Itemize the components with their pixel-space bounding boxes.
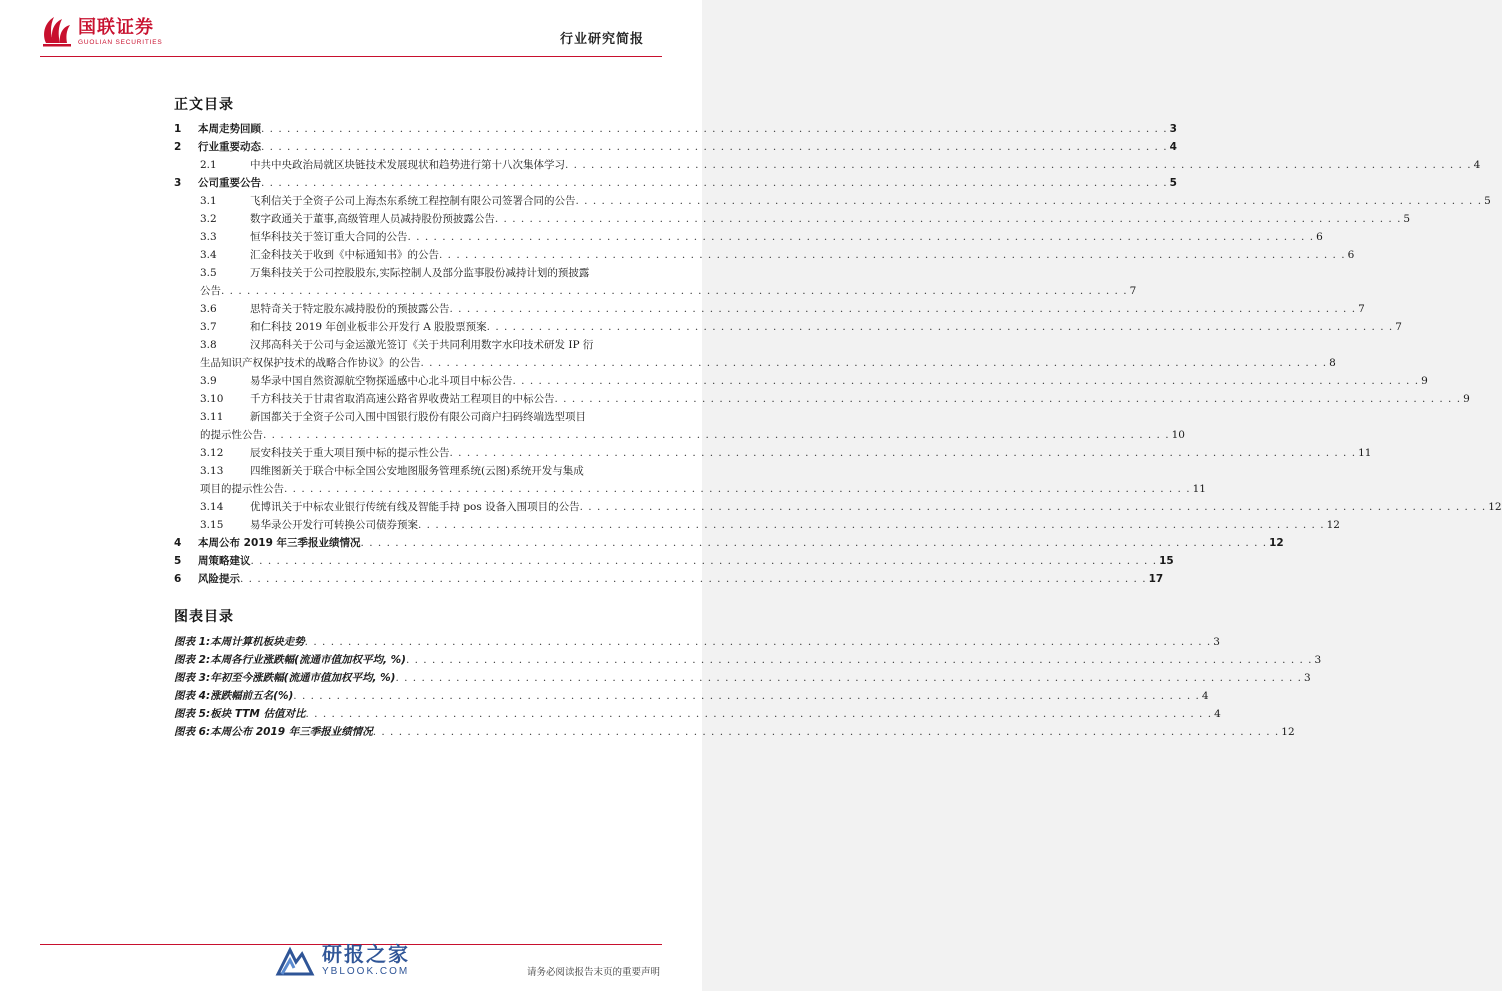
toc-entry-number: 3.3 [200,231,217,243]
figure-entry[interactable] [174,687,1209,705]
toc-entry-page: 8 [1329,357,1336,369]
leader-dots: . . . . . . . . . . . . . . . . . . . . . . . . . . . . . . . . . . . . . . . . . . . . . . . . . . . . . . . . . . . . . . . . . . . . . . . . . . . . . . . . . . . . . . . . . . . . . . . . . . . . . . . . . [221,285,1128,297]
toc-entry-page: 12 [1281,726,1295,738]
toc-entry[interactable] [174,516,1340,534]
watermark [272,940,410,980]
logo-name-cn: 国联证券 [78,16,154,38]
figure-entry[interactable] [174,669,1311,687]
toc-entry-text: 辰安科技关于重大项目预中标的提示性公告 [250,447,450,459]
toc-entry-text: 周策略建议 [198,555,251,567]
toc-entry-number: 3.1 [200,195,217,207]
leader-dots: . . . . . . . . . . . . . . . . . . . . . . . . . . . . . . . . . . . . . . . . . . . . . . . . . . . . . . . . . . . . . . . . . . . . . . . . . . . . . . . . . . . . . . . . . . . . . . . . . . . . . . . . . [512,375,1420,387]
toc-entry-number: 3.4 [200,249,217,261]
toc-entry-number: 2.1 [200,159,217,171]
footer-disclaimer: 请务必阅读报告末页的重要声明 [526,967,660,978]
toc-entry-text: 易华录公开发行可转换公司债券预案 [250,519,418,531]
toc-entry-page: 9 [1463,393,1470,405]
toc-entry-text: 本周走势回顾 [198,123,261,135]
leader-dots: . . . . . . . . . . . . . . . . . . . . . . . . . . . . . . . . . . . . . . . . . . . . . . . . . . . . . . . . . . . . . . . . . . . . . . . . . . . . . . . . . . . . . . . . . . . . . . . . . . . . . . . . . [372,726,1280,738]
leader-dots: . . . . . . . . . . . . . . . . . . . . . . . . . . . . . . . . . . . . . . . . . . . . . . . . . . . . . . . . . . . . . . . . . . . . . . . . . . . . . . . . . . . . . . . . . . . . . . . . . . . . . . . . . [439,249,1346,261]
toc-entry-number: 3.10 [200,393,224,405]
leader-dots: . . . . . . . . . . . . . . . . . . . . . . . . . . . . . . . . . . . . . . . . . . . . . . . . . . . . . . . . . . . . . . . . . . . . . . . . . . . . . . . . . . . . . . . . . . . . . . . . . . . . . . . . . [554,393,1462,405]
toc-entry-text: 本周公布 2019 年三季报业绩情况 [198,537,361,549]
toc-entry-page: 4 [1169,141,1177,153]
toc-entry-page: 5 [1484,195,1491,207]
toc-entry-text: 新国都关于全资子公司入围中国银行股份有限公司商户扫码终端选型项目 [250,411,586,423]
toc-entry-number: 3.6 [200,303,217,315]
toc-entry[interactable] [174,462,654,480]
leader-dots: . . . . . . . . . . . . . . . . . . . . . . . . . . . . . . . . . . . . . . . . . . . . . . . . . . . . . . . . . . . . . . . . . . . . . . . . . . . . . . . . . . . . . . . . . . . . . . . . . . . . . . . . . [395,672,1303,684]
toc-entry-text: 中共中央政治局就区块链技术发展现状和趋势进行第十八次集体学习 [250,159,565,171]
toc-entry[interactable] [174,120,1177,138]
toc-entry-page: 3 [1213,636,1220,648]
figures-list [174,633,1322,741]
toc-entry[interactable] [174,300,1365,318]
toc-entry-text: 公司重要公告 [198,177,261,189]
watermark-text-cn: 研报之家 [322,942,410,966]
toc-entry[interactable] [174,390,1470,408]
toc-entry-text: 风险提示 [198,573,240,585]
toc-entry[interactable] [174,426,1185,444]
toc-entry[interactable] [174,264,654,282]
logo-name-en: GUOLIAN SECURITIES [78,38,163,46]
toc-entry-text: 生品知识产权保护技术的战略合作协议》的公告 [200,357,421,369]
toc-entry-number: 4 [174,537,182,549]
toc-entry-page: 12 [1326,519,1340,531]
toc-entry-text: 项目的提示性公告 [200,483,284,495]
toc-entry-number: 3.15 [200,519,224,531]
toc-entry-number: 3.11 [200,411,224,423]
figure-entry[interactable] [174,651,1322,669]
toc-entry-number: 3.8 [200,339,217,351]
toc-entry-text: 公告 [200,285,221,297]
toc-entry-text: 和仁科技 2019 年创业板非公开发行 A 股股票预案 [250,321,487,333]
toc-entry-page: 4 [1214,708,1221,720]
toc-entry-text: 四维图新关于联合中标全国公安地图服务管理系统(云图)系统开发与集成 [250,465,584,477]
toc-entry-text: 千方科技关于甘肃省取消高速公路省界收费站工程项目的中标公告 [250,393,555,405]
figure-entry[interactable] [174,705,1221,723]
toc-list [174,120,1502,588]
toc-entry-number: 3.13 [200,465,224,477]
toc-entry-page: 12 [1269,537,1284,549]
toc-entry-text: 数字政通关于董事,高级管理人员减持股份预披露公告 [250,213,495,225]
toc-entry-text: 恒华科技关于签订重大合同的公告 [250,231,408,243]
leader-dots: . . . . . . . . . . . . . . . . . . . . . . . . . . . . . . . . . . . . . . . . . . . . . . . . . . . . . . . . . . . . . . . . . . . . . . . . . . . . . . . . . . . . . . . . . . . . . . . . . . . . . . . . . [407,231,1315,243]
toc-entry-page: 7 [1395,321,1402,333]
toc-entry[interactable] [174,552,1174,570]
header-divider [40,56,662,57]
toc-entry-text: 思特奇关于特定股东减持股份的预披露公告 [250,303,450,315]
toc-entry[interactable] [174,444,1372,462]
toc-entry-page: 6 [1347,249,1355,261]
leader-dots: . . . . . . . . . . . . . . . . . . . . . . . . . . . . . . . . . . . . . . . . . . . . . . . . . . . . . . . . . . . . . . . . . . . . . . . . . . . . . . . . . . . . . . . . . . . . . . . . . . . . . . . . . [405,654,1313,666]
toc-entry[interactable] [174,318,1402,336]
toc-entry-text: 汇金科技关于收到《中标通知书》的公告 [250,249,439,261]
toc-entry[interactable] [174,408,654,426]
leader-dots: . . . . . . . . . . . . . . . . . . . . . . . . . . . . . . . . . . . . . . . . . . . . . . . . . . . . . . . . . . . . . . . . . . . . . . . . . . . . . . . . . . . . . . . . . . . . . . . . . . . . . . . . . [305,708,1213,720]
toc-entry[interactable] [174,174,1177,192]
toc-entry-page: 17 [1148,573,1164,585]
toc-entry[interactable] [174,498,1502,516]
toc-entry[interactable] [174,372,1428,390]
toc-entry[interactable] [174,138,1177,156]
toc-entry-number: 3.7 [200,321,217,333]
toc-entry-text: 图表 6:本周公布 2019 年三季报业绩情况 [174,726,373,738]
leader-dots: . . . . . . . . . . . . . . . . . . . . . . . . . . . . . . . . . . . . . . . . . . . . . . . . . . . . . . . . . . . . . . . . . . . . . . . . . . . . . . . . . . . . . . . . . . . . . . . . . . . . . . . . . [449,447,1357,459]
leader-dots: . . . . . . . . . . . . . . . . . . . . . . . . . . . . . . . . . . . . . . . . . . . . . . . . . . . . . . . . . . . . . . . . . . . . . . . . . . . . . . . . . . . . . . . . . . . . . . . . . . . . . . . . . [449,303,1357,315]
toc-entry-page: 9 [1421,375,1428,387]
figure-entry[interactable] [174,723,1295,741]
toc-entry-text: 飞利信关于全资子公司上海杰东系统工程控制有限公司签署合同的公告 [250,195,576,207]
toc-entry-number: 3.2 [200,213,217,225]
toc-entry-number: 3.14 [200,501,224,513]
leader-dots: . . . . . . . . . . . . . . . . . . . . . . . . . . . . . . . . . . . . . . . . . . . . . . . . . . . . . . . . . . . . . . . . . . . . . . . . . . . . . . . . . . . . . . . . . . . . . . . . . . . . . . . . . [418,519,1325,531]
toc-entry-page: 15 [1159,555,1174,567]
toc-entry-page: 7 [1358,303,1365,315]
toc-entry-number: 6 [174,573,182,585]
figure-entry[interactable] [174,633,1220,651]
toc-entry[interactable] [174,336,654,354]
toc-entry[interactable] [174,354,1336,372]
toc-entry[interactable] [174,534,1284,552]
toc-entry[interactable] [174,228,1323,246]
toc-entry-page: 5 [1403,213,1411,225]
toc-entry-page: 5 [1169,177,1177,189]
toc-entry[interactable] [174,156,1481,174]
leader-dots: . . . . . . . . . . . . . . . . . . . . . . . . . . . . . . . . . . . . . . . . . . . . . . . . . . . . . . . . . . . . . . . . . . . . . . . . . . . . . . . . . . . . . . . . . . . . . . . . . . . . . . . . . [575,195,1483,207]
leader-dots: . . . . . . . . . . . . . . . . . . . . . . . . . . . . . . . . . . . . . . . . . . . . . . . . . . . . . . . . . . . . . . . . . . . . . . . . . . . . . . . . . . . . . . . . . . . . . . . . . . . . . . . . . [261,177,1168,189]
leader-dots: . . . . . . . . . . . . . . . . . . . . . . . . . . . . . . . . . . . . . . . . . . . . . . . . . . . . . . . . . . . . . . . . . . . . . . . . . . . . . . . . . . . . . . . . . . . . . . . . . . . . . . . . . [261,123,1168,135]
toc-entry-page: 6 [1316,231,1323,243]
toc-entry[interactable] [174,210,1411,228]
leader-dots: . . . . . . . . . . . . . . . . . . . . . . . . . . . . . . . . . . . . . . . . . . . . . . . . . . . . . . . . . . . . . . . . . . . . . . . . . . . . . . . . . . . . . . . . . . . . . . . . . . . . . . . . . [293,690,1200,702]
leader-dots: . . . . . . . . . . . . . . . . . . . . . . . . . . . . . . . . . . . . . . . . . . . . . . . . . . . . . . . . . . . . . . . . . . . . . . . . . . . . . . . . . . . . . . . . . . . . . . . . . . . . . . . . . [579,501,1487,513]
leader-dots: . . . . . . . . . . . . . . . . . . . . . . . . . . . . . . . . . . . . . . . . . . . . . . . . . . . . . . . . . . . . . . . . . . . . . . . . . . . . . . . . . . . . . . . . . . . . . . . . . . . . . . . . . [284,483,1191,495]
toc-entry-text: 的提示性公告 [200,429,263,441]
leader-dots: . . . . . . . . . . . . . . . . . . . . . . . . . . . . . . . . . . . . . . . . . . . . . . . . . . . . . . . . . . . . . . . . . . . . . . . . . . . . . . . . . . . . . . . . . . . . . . . . . . . . . . . . . [360,537,1268,549]
toc-entry[interactable] [174,282,1137,300]
toc-entry-page: 4 [1201,690,1209,702]
toc-entry-page: 3 [1304,672,1311,684]
document-type: 行业研究简报 [559,32,644,47]
toc-entry-number: 2 [174,141,182,153]
watermark-logo-icon [272,940,316,980]
toc-entry-text: 万集科技关于公司控股股东,实际控制人及部分监事股份减持计划的预披露 [250,267,590,279]
toc-entry-text: 图表 1:本周计算机板块走势 [174,636,305,648]
toc-entry[interactable] [174,570,1164,588]
leader-dots: . . . . . . . . . . . . . . . . . . . . . . . . . . . . . . . . . . . . . . . . . . . . . . . . . . . . . . . . . . . . . . . . . . . . . . . . . . . . . . . . . . . . . . . . . . . . . . . . . . . . . . . . . [420,357,1328,369]
leader-dots: . . . . . . . . . . . . . . . . . . . . . . . . . . . . . . . . . . . . . . . . . . . . . . . . . . . . . . . . . . . . . . . . . . . . . . . . . . . . . . . . . . . . . . . . . . . . . . . . . . . . . . . . . [261,141,1168,153]
toc-entry-text: 易华录中国自然资源航空物探遥感中心北斗项目中标公告 [250,375,513,387]
toc-entry[interactable] [174,480,1206,498]
watermark-text-en: YBLOOK.COM [322,966,410,977]
toc-entry-page: 11 [1192,483,1206,495]
toc-entry-text: 图表 5:板块 TTM 估值对比 [174,708,306,720]
toc-entry-text: 优博讯关于中标农业银行传统有线及智能手持 pos 设备入围项目的公告 [250,501,580,513]
toc-entry-number: 3.5 [200,267,217,279]
toc-entry-text: 图表 3:年初至今涨跌幅(流通市值加权平均, %) [174,672,396,684]
leader-dots: . . . . . . . . . . . . . . . . . . . . . . . . . . . . . . . . . . . . . . . . . . . . . . . . . . . . . . . . . . . . . . . . . . . . . . . . . . . . . . . . . . . . . . . . . . . . . . . . . . . . . . . . . [565,159,1472,171]
leader-dots: . . . . . . . . . . . . . . . . . . . . . . . . . . . . . . . . . . . . . . . . . . . . . . . . . . . . . . . . . . . . . . . . . . . . . . . . . . . . . . . . . . . . . . . . . . . . . . . . . . . . . . . . . [250,555,1158,567]
toc-entry[interactable] [174,246,1355,264]
leader-dots: . . . . . . . . . . . . . . . . . . . . . . . . . . . . . . . . . . . . . . . . . . . . . . . . . . . . . . . . . . . . . . . . . . . . . . . . . . . . . . . . . . . . . . . . . . . . . . . . . . . . . . . . . [494,213,1402,225]
figures-title: 图表目录 [174,609,234,625]
toc-entry-page: 10 [1171,429,1185,441]
toc-entry-number: 3.9 [200,375,217,387]
leader-dots: . . . . . . . . . . . . . . . . . . . . . . . . . . . . . . . . . . . . . . . . . . . . . . . . . . . . . . . . . . . . . . . . . . . . . . . . . . . . . . . . . . . . . . . . . . . . . . . . . . . . . . . . . [240,573,1147,585]
toc-entry-number: 3.12 [200,447,224,459]
toc-entry-text: 行业重要动态 [198,141,261,153]
toc-entry-number: 1 [174,123,182,135]
guolian-logo [40,12,162,52]
toc-title: 正文目录 [174,97,234,113]
toc-entry-number: 5 [174,555,182,567]
toc-entry-text: 汉邦高科关于公司与金运激光签订《关于共同利用数字水印技术研发 IP 衍 [250,339,594,351]
toc-entry-page: 7 [1129,285,1137,297]
toc-entry-page: 4 [1473,159,1481,171]
toc-entry-text: 图表 2:本周各行业涨跌幅(流通市值加权平均, %) [174,654,406,666]
toc-entry[interactable] [174,192,1491,210]
toc-entry-number: 3 [174,177,182,189]
leader-dots: . . . . . . . . . . . . . . . . . . . . . . . . . . . . . . . . . . . . . . . . . . . . . . . . . . . . . . . . . . . . . . . . . . . . . . . . . . . . . . . . . . . . . . . . . . . . . . . . . . . . . . . . . [486,321,1394,333]
toc-entry-page: 3 [1314,654,1322,666]
leader-dots: . . . . . . . . . . . . . . . . . . . . . . . . . . . . . . . . . . . . . . . . . . . . . . . . . . . . . . . . . . . . . . . . . . . . . . . . . . . . . . . . . . . . . . . . . . . . . . . . . . . . . . . . . [304,636,1212,648]
leader-dots: . . . . . . . . . . . . . . . . . . . . . . . . . . . . . . . . . . . . . . . . . . . . . . . . . . . . . . . . . . . . . . . . . . . . . . . . . . . . . . . . . . . . . . . . . . . . . . . . . . . . . . . . . [263,429,1170,441]
toc-entry-text: 图表 4:涨跌幅前五名(%) [174,690,294,702]
toc-entry-page: 3 [1169,123,1177,135]
guolian-logo-icon [40,13,74,51]
toc-entry-page: 11 [1358,447,1372,459]
toc-entry-page: 12 [1488,501,1502,513]
